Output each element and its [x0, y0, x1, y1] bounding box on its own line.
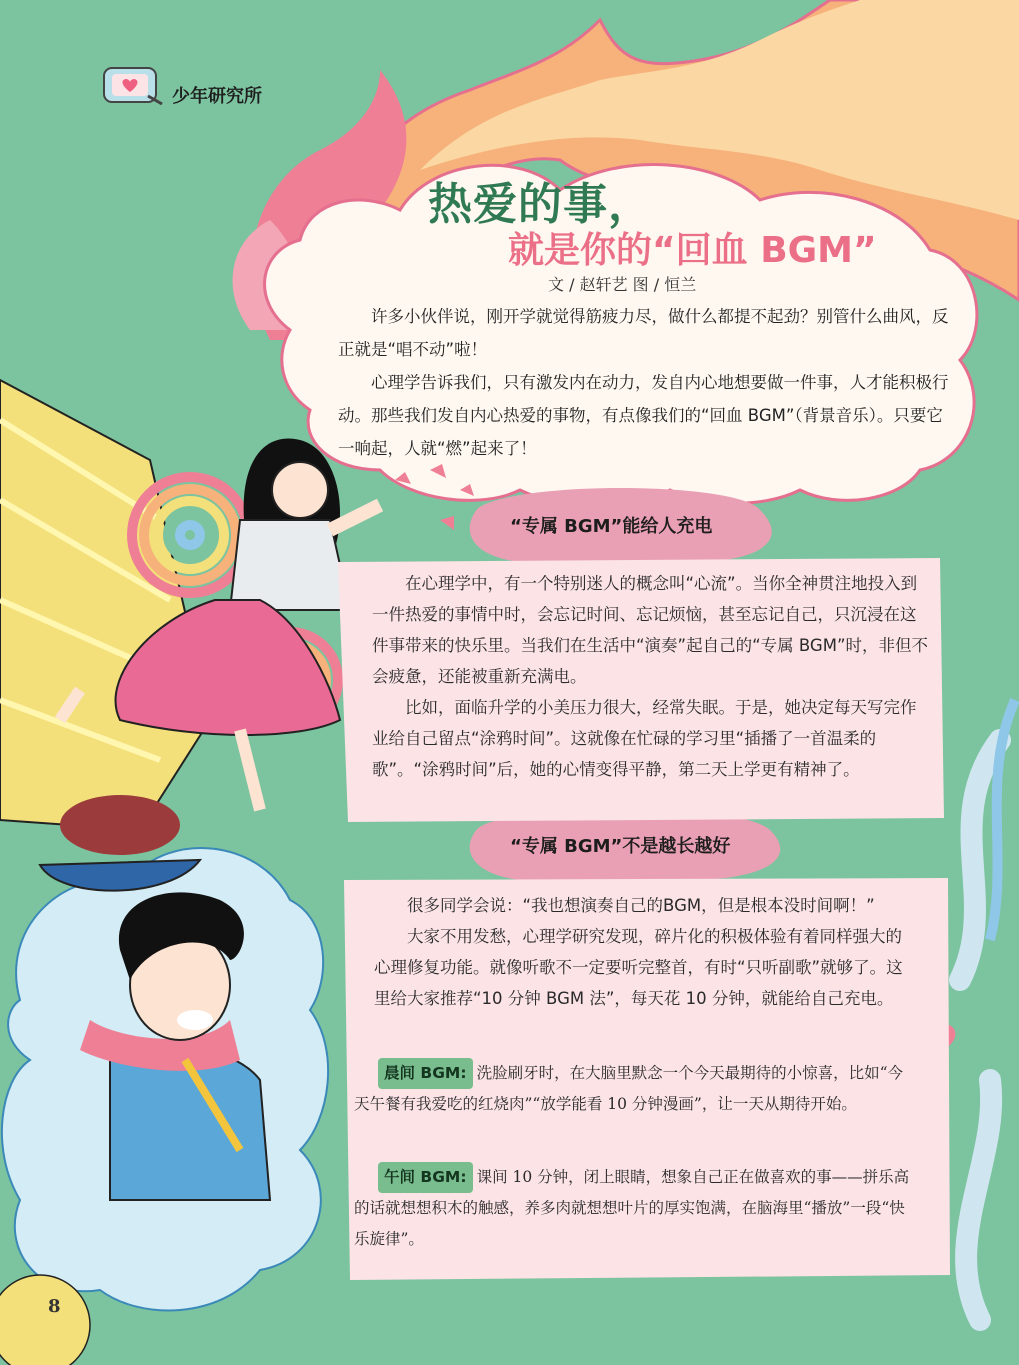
section2-body [374, 890, 914, 1014]
tablet-heart-icon [102, 66, 164, 106]
noon-bgm-label: 午间 BGM: [378, 1162, 473, 1193]
page-number: 8 [48, 1296, 61, 1317]
body-paragraph: 大家不用发愁，心理学研究发现，碎片化的积极体验有着同样强大的心理修复功能。就像听歌不一定要听完整首，有时“只听副歌”就够了。这里给大家推荐“10 分钟 BGM 法”，每天花 10 分钟，就能给自己充电。 [374, 927, 903, 1008]
morning-bgm-block [354, 1058, 914, 1120]
intro-text [338, 300, 958, 465]
intro-paragraph: 许多小伙伴说，刚开学就觉得筋疲力尽，做什么都提不起劲？别管什么曲风，反正就是“唱不动”啦！ [338, 307, 949, 359]
morning-bgm-text: 洗脸刷牙时，在大脑里默念一个今天最期待的小惊喜，比如“今天午餐有我爱吃的红烧肉”“放学能看 10 分钟漫画”，让一天从期待开始。 [354, 1064, 903, 1113]
page-title-line1: 热爱的事， [428, 179, 653, 230]
body-paragraph: 比如，面临升学的小美压力很大，经常失眠。于是，她决定每天写完作业给自己留点“涂鸦时间”。这就像在忙碌的学习里“插播了一首温柔的歌”。“涂鸦时间”后，她的心情变得平静，第二天上学更有精神了。 [372, 698, 917, 779]
section-label: 少年研究所 [172, 86, 262, 107]
morning-bgm-label: 晨间 BGM: [378, 1058, 473, 1089]
intro-paragraph: 心理学告诉我们，只有激发内在动力，发自内心地想要做一件事，人才能积极行动。那些我们发自内心热爱的事物，有点像我们的“回血 BGM”（背景音乐）。只要它一响起，人就“燃”起来了！ [338, 373, 949, 458]
light-rays [0, 380, 210, 830]
section1-body [372, 568, 928, 785]
page-title-line2: 就是你的“回血 BGM” [508, 230, 877, 271]
body-paragraph: 在心理学中，有一个特别迷人的概念叫“心流”。当你全神贯注地投入到一件热爱的事情中时，会忘记时间、忘记烦恼，甚至忘记自己，只沉浸在这件事带来的快乐里。当我们在生活中“演奏”起自己的“专属 BGM”时，非但不会疲惫，还能被重新充满电。 [372, 574, 928, 686]
body-paragraph: 很多同学会说：“我也想演奏自己的BGM，但是根本没时间啊！” [407, 896, 875, 915]
section-heading: “专属 BGM”不是越长越好 [510, 836, 731, 857]
noon-bgm-block [354, 1162, 914, 1255]
byline: 文 / 赵轩艺 图 / 恒兰 [548, 275, 697, 294]
section-heading: “专属 BGM”能给人充电 [510, 516, 713, 537]
noon-bgm-text: 课间 10 分钟，闭上眼睛，想象自己正在做喜欢的事——拼乐高的话就想想积木的触感，养多肉就想想叶片的厚实饱满，在脑海里“播放”一段“快乐旋律”。 [354, 1168, 910, 1248]
